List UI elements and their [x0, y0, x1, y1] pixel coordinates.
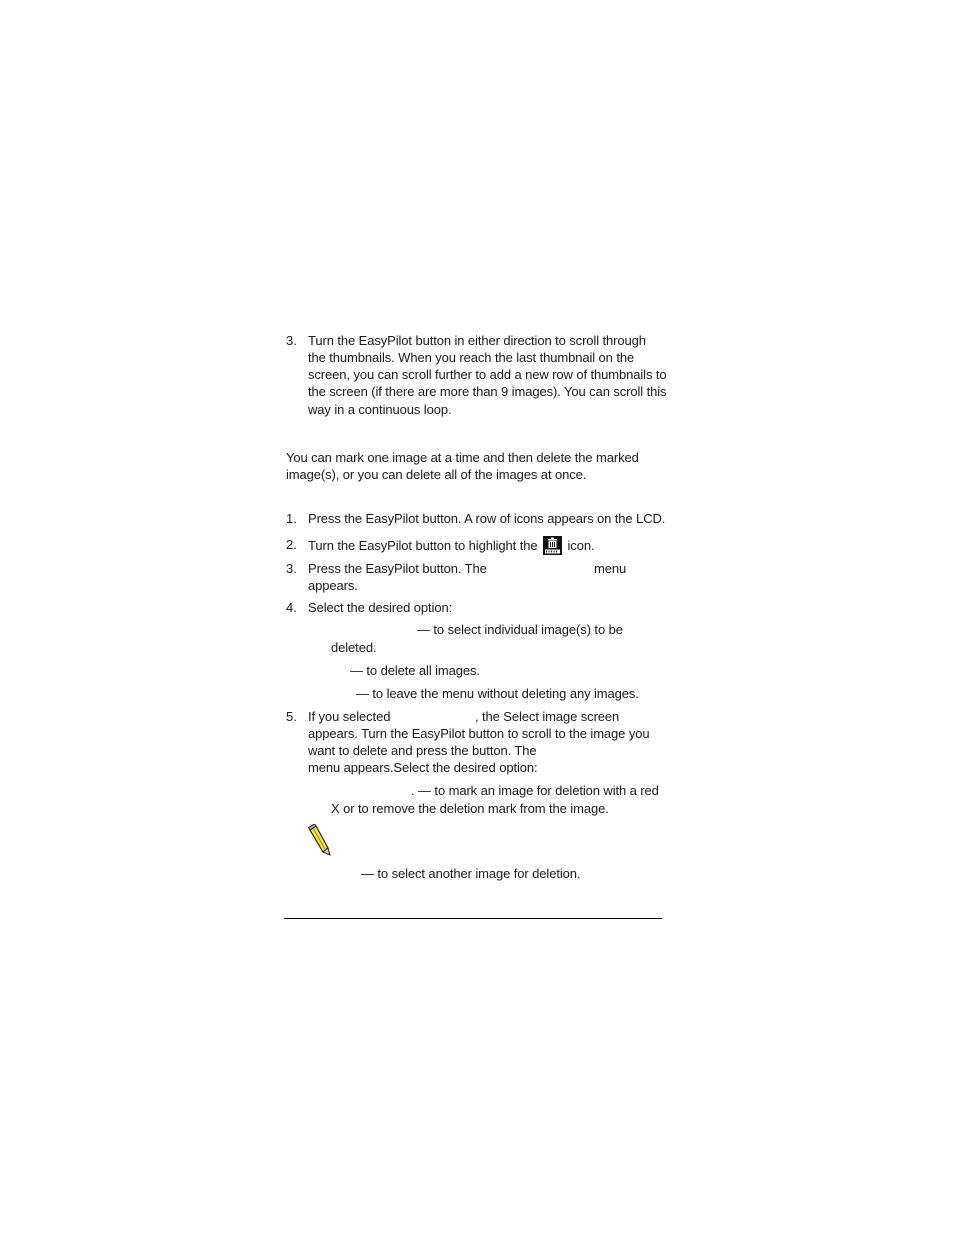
footer-rule	[284, 918, 662, 919]
option-text: deleted.	[331, 640, 377, 655]
option-text: . — to mark an image for deletion with a red	[411, 783, 659, 798]
step-text-before: Turn the EasyPilot button to highlight the	[308, 538, 538, 553]
paragraph-line: Turn the EasyPilot button in either direction to scroll through	[308, 333, 646, 348]
step-text	[308, 536, 594, 555]
paragraph-line: screen, you can scroll further to add a new row of thumbnails to	[308, 367, 667, 382]
step-number: 3.	[286, 561, 297, 576]
trash-icon	[543, 536, 562, 555]
paragraph-line: the screen (if there are more than 9 images). You can scroll this	[308, 384, 667, 399]
step-number: 5.	[286, 709, 297, 724]
option-text: — to select another image for deletion.	[361, 866, 581, 881]
option-text: — to leave the menu without deleting any images.	[356, 686, 639, 701]
step-number: 1.	[286, 511, 297, 526]
step-text: , the Select image screen	[475, 709, 620, 724]
step-text-after: icon.	[567, 538, 595, 553]
option-text: — to select individual image(s) to be	[417, 622, 623, 637]
step-number: 3.	[286, 333, 297, 348]
paragraph-line: way in a continuous loop.	[308, 402, 452, 417]
paragraph-line: the thumbnails. When you reach the last thumbnail on the	[308, 350, 635, 365]
step-number: 2.	[286, 537, 297, 552]
intro-line: You can mark one image at a time and then delete the marked	[286, 450, 639, 465]
step-text: appears. Turn the EasyPilot button to scroll to the image you	[308, 726, 650, 741]
intro-line: image(s), or you can delete all of the images at once.	[286, 467, 587, 482]
step-text: menu	[594, 561, 627, 576]
pencil-icon	[306, 824, 332, 856]
step-text: want to delete and press the button. The	[308, 743, 537, 758]
step-text: Press the EasyPilot button. The	[308, 561, 487, 576]
step-number: 4.	[286, 600, 297, 615]
step-text: Select the desired option:	[308, 600, 453, 615]
step-text: Press the EasyPilot button. A row of icons appears on the LCD.	[308, 511, 666, 526]
step-text: menu appears.Select the desired option:	[308, 760, 538, 775]
step-text: If you selected	[308, 709, 391, 724]
option-text: X or to remove the deletion mark from the image.	[331, 801, 609, 816]
option-text: — to delete all images.	[350, 663, 480, 678]
step-text: appears.	[308, 578, 358, 593]
